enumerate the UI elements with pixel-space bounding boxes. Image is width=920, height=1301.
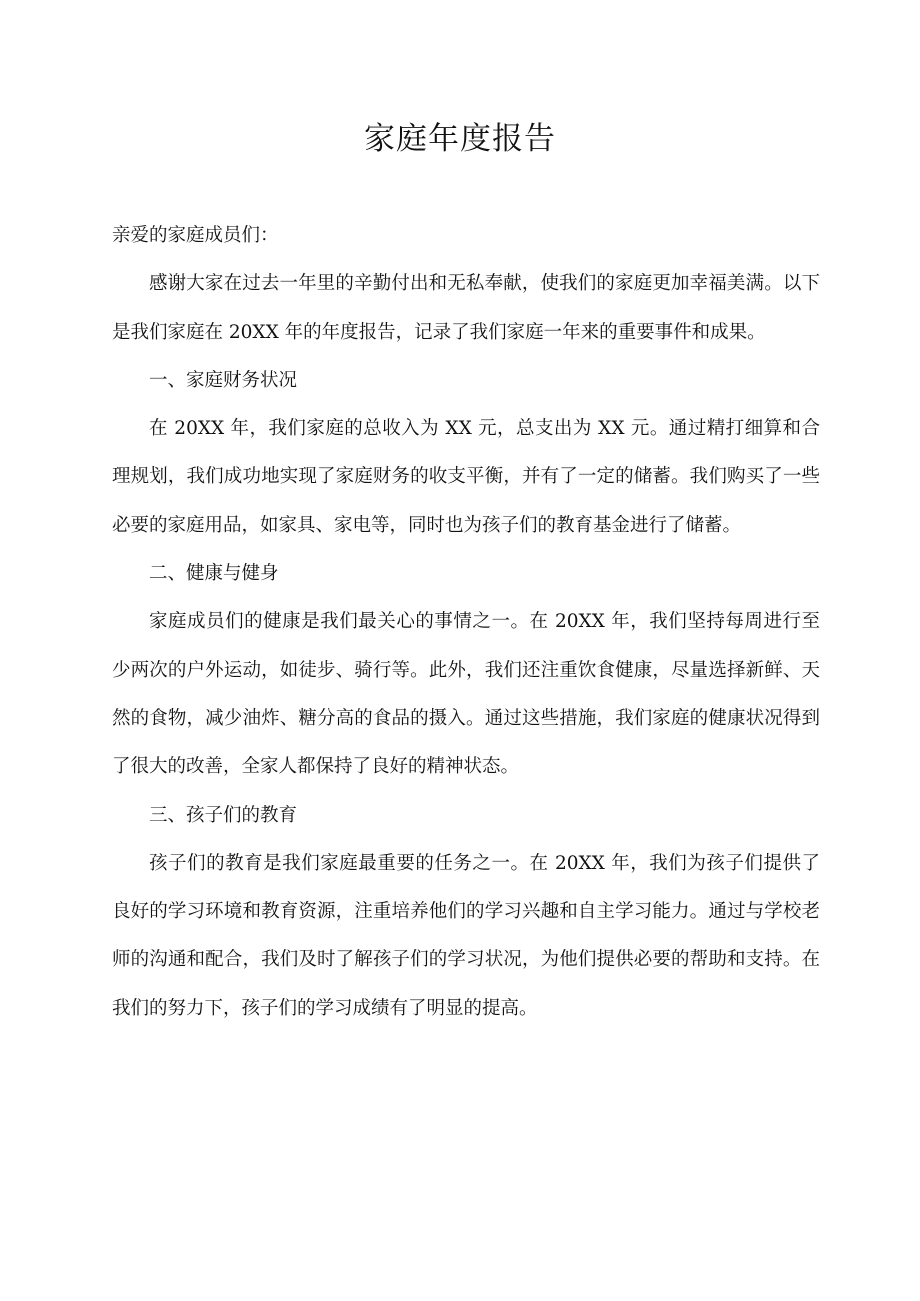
section-heading-finance: 一、家庭财务状况	[149, 369, 298, 391]
document-title: 家庭年度报告	[364, 121, 556, 157]
document-body	[112, 212, 820, 1033]
salutation: 亲爱的家庭成员们：	[112, 225, 279, 246]
education-paragraph: 孩子们的教育是我们家庭最重要的任务之一。在 20XX 年，我们为孩子们提供了良好的学习环境和教育资源，注重培养他们的学习兴趣和自主学习能力。通过与学校老师的沟通和配合，我们及时了解孩子们的学习状况，为他们提供必要的帮助和支持。在我们的努力下，孩子们的学习成绩有了明显的提高。	[112, 852, 820, 1019]
intro-paragraph: 感谢大家在过去一年里的辛勤付出和无私奉献，使我们的家庭更加幸福美满。以下是我们家庭在 20XX 年的年度报告，记录了我们家庭一年来的重要事件和成果。	[112, 273, 820, 343]
finance-paragraph: 在 20XX 年，我们家庭的总收入为 XX 元，总支出为 XX 元。通过精打细算和合理规划，我们成功地实现了家庭财务的收支平衡，并有了一定的储蓄。我们购买了一些必要的家庭用品，如家具、家电等，同时也为孩子们的教育基金进行了储蓄。	[112, 418, 820, 536]
section-heading-education: 三、孩子们的教育	[149, 804, 298, 826]
health-paragraph: 家庭成员们的健康是我们最关心的事情之一。在 20XX 年，我们坚持每周进行至少两次的户外运动，如徒步、骑行等。此外，我们还注重饮食健康，尽量选择新鲜、天然的食物，减少油炸、糖分高的食品的摄入。通过这些措施，我们家庭的健康状况得到了很大的改善，全家人都保持了良好的精神状态。	[112, 611, 820, 778]
section-heading-health: 二、健康与健身	[149, 563, 279, 585]
